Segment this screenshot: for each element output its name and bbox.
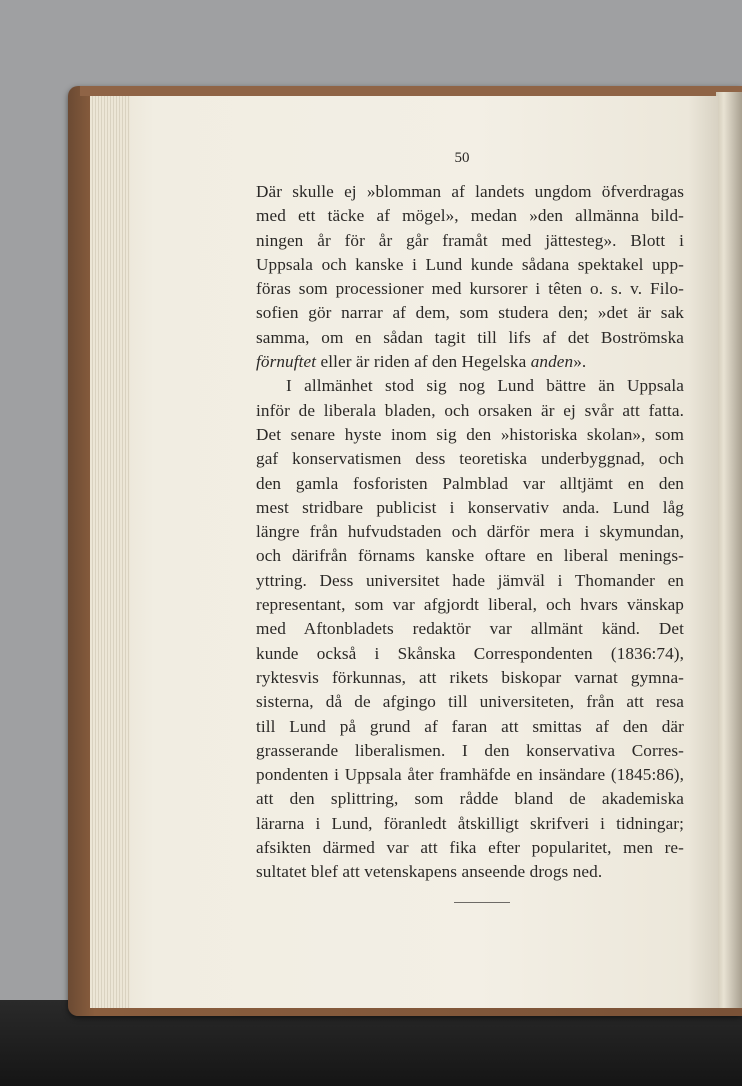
text-line: till Lund på grund af faran att smittas af den där	[256, 716, 684, 736]
text-line: förnuftet eller är riden af den Hegelska anden».	[256, 352, 587, 372]
body-text	[256, 180, 684, 885]
text-line: pondenten i Uppsala åter framhäfde en insändare (1845:86),	[256, 765, 684, 785]
text-line: Det senare hyste inom sig den »historiska skolan», som	[256, 424, 684, 444]
text-line: gaf konservatismen dess teoretiska underbyggnad, och	[256, 449, 684, 469]
text-line: grasserande liberalismen. I den konservativa Corres-	[256, 740, 684, 760]
text-line: inför de liberala bladen, och orsaken är ej svår att fatta.	[256, 400, 684, 420]
text-line: Där skulle ej »blomman af landets ungdom öfverdragas	[256, 182, 684, 201]
text-line: längre från hufvudstaden och därför mera i skymundan,	[256, 522, 684, 542]
text-line: ningen år för år går framåt med jättesteg». Blott i	[256, 230, 684, 250]
text-line: kunde också i Skånska Correspondenten (1836:74),	[256, 643, 684, 663]
text-line: mest stridbare publicist i konservativ anda. Lund låg	[256, 497, 684, 517]
text-line: yttring. Dess universitet hade jämväl i Thomander en	[256, 570, 684, 590]
book-cover-top-edge	[80, 86, 742, 96]
text-line: ryktesvis förkunnas, att rikets biskopar varnat gymna-	[256, 667, 684, 687]
end-rule	[454, 902, 510, 903]
text-line: Uppsala och kanske i Lund kunde sådana spektakel upp-	[256, 254, 684, 274]
book-binding-edge	[716, 92, 742, 1008]
text-line: representant, som var afgjordt liberal, och hvars vänskap	[256, 595, 684, 615]
text-line: med Aftonbladets redaktör var allmänt känd. Det	[256, 619, 684, 639]
text-line: och därifrån förnams kanske oftare en liberal menings-	[256, 546, 684, 566]
text-line: föras som processioner med kursorer i têten o. s. v. Filo-	[256, 279, 684, 299]
page-number: 50	[454, 150, 470, 166]
text-line: sofien gör narrar af dem, som studera den; »det är sak	[256, 303, 684, 323]
page-edges	[90, 96, 130, 1008]
page-number-container	[0, 150, 742, 167]
text-line: med ett täcke af mögel», medan »den allmänna bild-	[256, 206, 684, 226]
text-line: lärarna i Lund, föranledt åtskilligt skrifveri i tidningar;	[256, 813, 684, 833]
text-line: att den splittring, som rådde bland de akademiska	[256, 789, 684, 809]
text-line: sisterna, då de afgingo till universiteten, från att resa	[256, 692, 684, 712]
text-line: I allmänhet stod sig nog Lund bättre än Uppsala	[286, 376, 684, 396]
text-line: afsikten därmed var att fika efter popularitet, men re-	[256, 838, 684, 858]
text-line: samma, om en sådan tagit till lifs af det Boströmska	[256, 327, 684, 347]
text-line: sultatet blef att vetenskapens anseende drogs ned.	[256, 862, 603, 882]
text-line: den gamla fosforisten Palmblad var alltjämt en den	[256, 473, 684, 493]
